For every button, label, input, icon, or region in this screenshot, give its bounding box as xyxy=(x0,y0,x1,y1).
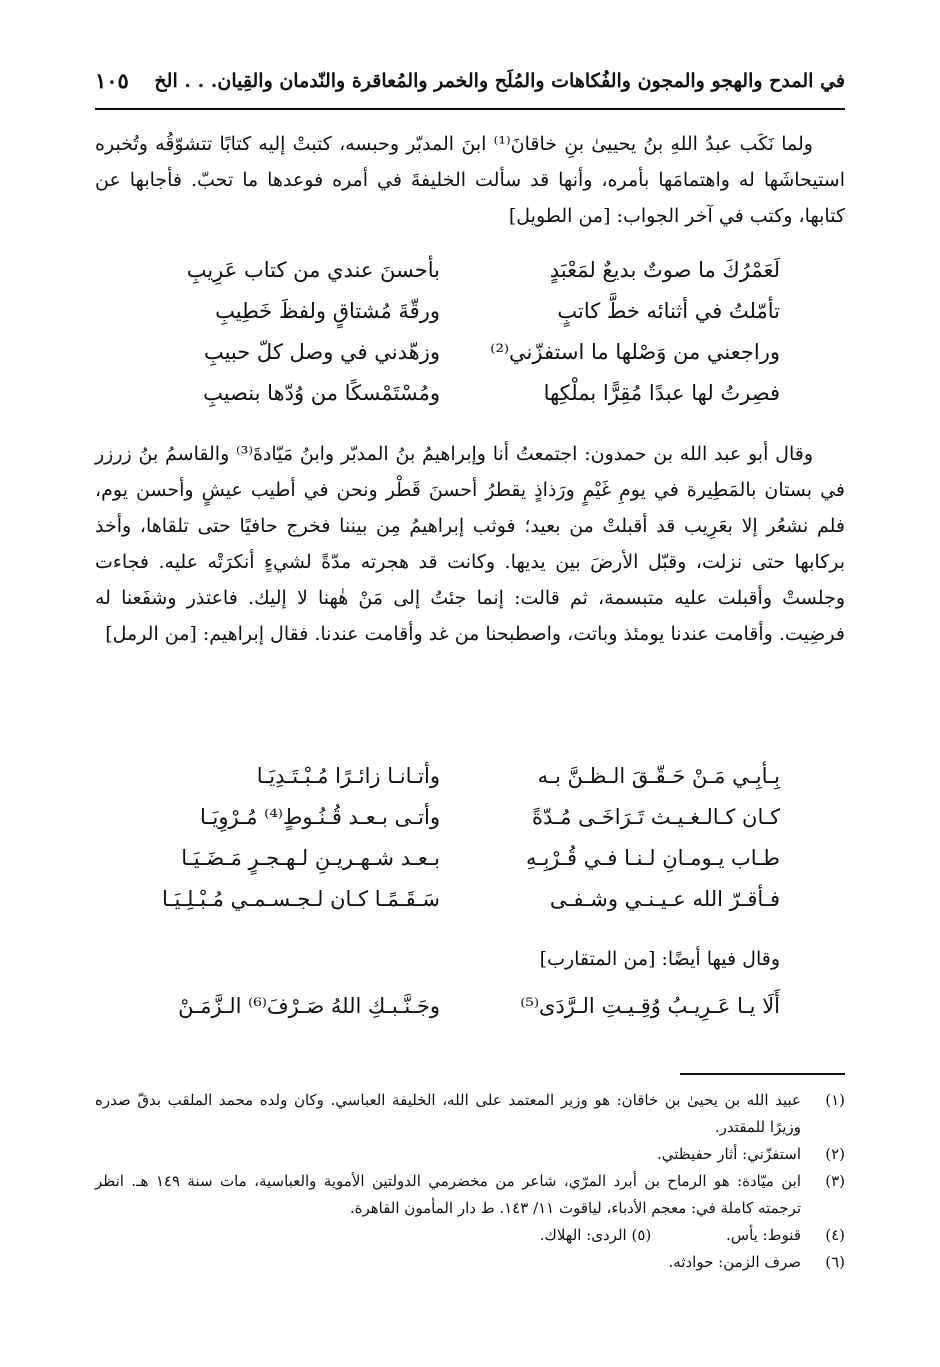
footnote xyxy=(95,1168,845,1222)
footnote-text: استفزّني: أثار حفيظتي. xyxy=(656,1145,801,1163)
verse-second-hemistich: ومُسْتَمْسكًا من وُدّها بنصيبِ xyxy=(203,381,440,405)
verse xyxy=(140,887,780,928)
footnote-number: (٦) xyxy=(825,1253,845,1271)
verse xyxy=(140,381,780,422)
verse-second-hemistich: وزهّدني في وصل كلّ حبيبِ xyxy=(203,340,440,364)
verse-first-hemistich: أَلَا يـا عَـرِيـبُ وُقِـيـتِ الـرَّدَى⁽⁵⁾ xyxy=(520,994,780,1018)
verse-second-hemistich: وأتـانـا زائـرًا مُـبْـتَـدِيَـا xyxy=(256,764,440,788)
poem-1 xyxy=(140,258,780,422)
verse xyxy=(140,764,780,805)
poem-3 xyxy=(140,994,780,1035)
verse-second-hemistich: ورقّةَ مُشتاقٍ ولفظَ خَطِيبِ xyxy=(215,299,440,323)
verse-first-hemistich: فصِرتُ لها عبدًا مُقِرًّا بملْكِها xyxy=(543,381,780,405)
footnote-number: (١) xyxy=(825,1091,845,1109)
verse-first-hemistich: بِـأبِـي مَـنْ حَـقّـقَ الـظـنَّ بـه xyxy=(537,764,780,788)
verse xyxy=(140,994,780,1035)
page-number: ١٠٥ xyxy=(95,68,129,93)
verse-first-hemistich: فـأقـرّ الله عـيـنـي وشـفـى xyxy=(549,887,780,911)
footnote-text: عبيد الله بن يحيىٰ بن خاقان: هو وزير المعتمد على الله، الخليفة العباسي. وكان ولده محمد الملقب بدقّ صدره وزيرًا للمقتدر. xyxy=(95,1091,801,1136)
footnote-number: (٣) xyxy=(825,1172,845,1190)
verse xyxy=(140,258,780,299)
footnote xyxy=(95,1249,845,1276)
footnote-number: (٤) xyxy=(825,1226,845,1244)
footnote xyxy=(95,1222,845,1249)
header-title: في المدح والهجو والمجون والفُكاهات والمُلَح والخمر والمُعاقرة والنّدمان والقِيان. . . الخ xyxy=(154,70,845,92)
verse-first-hemistich: كـان كـالـغـيـث تَـرَاخَـى مُـدّةً xyxy=(532,805,780,829)
verse xyxy=(140,846,780,887)
verse-second-hemistich: سَـقَـمًـا كـان لـجـسـمـي مُـبْـلِـيَـا xyxy=(161,887,440,911)
footnotes xyxy=(95,1087,845,1276)
footnote xyxy=(95,1141,845,1168)
verse xyxy=(140,299,780,340)
verse-second-hemistich: بـعـد شـهـريـنِ لـهـجـرٍ مَـضَـيَـا xyxy=(181,846,440,870)
verse xyxy=(140,340,780,381)
verse-second-hemistich: وأتـى بـعـد قُـنُـوطٍ⁽⁴⁾ مُـرْوِيَـا xyxy=(199,805,440,829)
footnote-text: صرف الزمن: حوادثه. xyxy=(668,1253,801,1271)
paragraph-1-text: ولما نَكَب عبدُ اللهِ بنُ يحييىٰ بنِ خاقانَ⁽¹⁾ ابنَ المدبّر وحبسه، كتبتْ إليه كتابًا تتشوّقُه وتُخبره استيحاشَها له واهتمامَها بأمره، وأنها قد سألت الخليفةَ في أمره فوعدها ما تحبّ. فأجابها عن كتابها، وكتب في آخر الجواب: [من الطويل] xyxy=(95,133,845,227)
verse-first-hemistich: طـاب يـومـانِ لـنـا فـي قُـرْبِـهِ xyxy=(526,846,780,870)
verse-first-hemistich: وراجعني من وَصْلها ما استفزّني⁽²⁾ xyxy=(490,340,780,364)
running-header xyxy=(95,66,845,110)
footnote-separator xyxy=(680,1073,845,1075)
verse-second-hemistich: بأحسنَ عندي من كتاب عَرِيبِ xyxy=(186,258,440,282)
poem-2 xyxy=(140,764,780,928)
paragraph-2 xyxy=(95,436,845,652)
verse-second-hemistich: وجَـنَّـبـكِ اللهُ صَـرْفَ⁽⁶⁾ الـزَّمَـنْ xyxy=(178,994,440,1018)
verse-first-hemistich: لَعَمْرُكَ ما صوتٌ بديعٌ لمَعْبَدٍ xyxy=(549,258,780,282)
footnote-inline-extra: (٥) الردى: الهلاك. xyxy=(539,1226,652,1244)
poem-3-intro: وقال فيها أيضًا: [من المتقارب] xyxy=(539,948,780,970)
footnote-text: قنوط: يأس. xyxy=(726,1226,801,1244)
verse-first-hemistich: تأمّلتُ في أثنائه خطَّ كاتبٍ xyxy=(557,299,780,323)
footnote-number: (٢) xyxy=(825,1145,845,1163)
paragraph-1 xyxy=(95,126,845,234)
footnote xyxy=(95,1087,845,1141)
verse xyxy=(140,805,780,846)
footnote-text: ابن ميّادة: هو الرماح بن أبرد المرّي، شاعر من مخضرمي الدولتين الأموية والعباسية، مات سنة ١٤٩ هـ. انظر ترجمته كاملة في: معجم الأدباء، لياقوت ١١/ ١٤٣. ط دار المأمون القاهرة. xyxy=(95,1172,801,1217)
paragraph-2-text: وقال أبو عبد الله بن حمدون: اجتمعتُ أنا وإبراهيمُ بنُ المدبّر وابنُ مَيّادةَ⁽³⁾ والقاسمُ بنُ زرزر في بستان بالمَطِيرة في يومِ غَيْمٍ ورَذاذٍ يقطرُ أحسنَ قَطْر ونحن في أطيب عيشٍ وأحسن يوم، فلم نشعُر إلا بعَرِيب قد أقبلتْ من بعيد؛ فوثب إبراهيمُ مِن بيننا فخرج حافيًا حتى تلقاها، وأخذ بركابها حتى نزلت، وقبّل الأرضَ بين يديها. وكانت قد هجرته مدّةً لشيءٍ أنكرَتْه عليه. فجاءت وجلستْ وأقبلت عليه متبسمة، ثم قالت: إنما جئتُ إلى مَنْ هٰهنا لا إليك. فاعتذر وشفَعنا له فرضِيت. وأقامت عندنا يومئذ وباتت، واصطبحنا من غد وأقامت عندنا. فقال إبراهيم: [من الرمل] xyxy=(95,443,845,645)
